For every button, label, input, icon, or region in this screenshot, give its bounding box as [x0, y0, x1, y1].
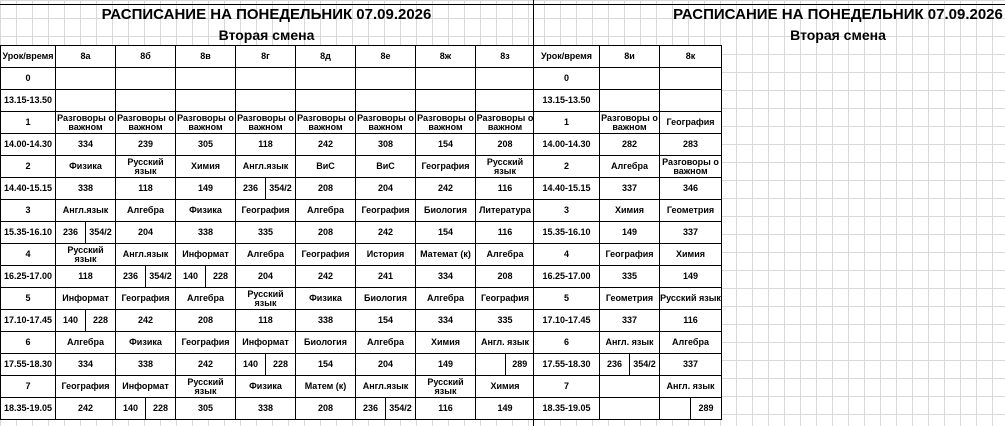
subject-cell: [600, 68, 660, 90]
room-cell: 239: [116, 134, 176, 156]
room-part: 354/2: [85, 222, 115, 243]
lesson-number: 4: [534, 244, 600, 266]
lesson-time: 18.35-19.05: [534, 398, 600, 420]
subject-cell: Математ (к): [416, 244, 476, 266]
subject-cell: Алгебра: [176, 288, 236, 310]
lesson-number: 1: [534, 112, 600, 134]
lesson-time: 16.25-17.00: [1, 266, 56, 288]
lesson-number: 6: [1, 332, 56, 354]
subject-cell: ВиС: [296, 156, 356, 178]
room-part: 289: [690, 398, 721, 419]
room-cell: 154: [356, 310, 416, 332]
header-class: 8и: [600, 46, 660, 68]
lesson-time: 17.55-18.30: [1, 354, 56, 376]
subject-cell: Химия: [176, 156, 236, 178]
room-cell: 242: [176, 354, 236, 376]
room-cell: 149: [176, 178, 236, 200]
subject-cell: Информат: [56, 288, 116, 310]
room-cell: 208: [476, 134, 535, 156]
shift-label-left: Вторая смена: [218, 27, 315, 43]
room-cell: 116: [476, 222, 535, 244]
room-cell: 335: [236, 222, 296, 244]
room-cell: 204: [236, 266, 296, 288]
room-part: 354/2: [145, 266, 175, 287]
subject-cell: [296, 68, 356, 90]
schedule-table-left: [0, 45, 535, 420]
header-class: 8з: [476, 46, 535, 68]
room-cell: [236, 178, 296, 200]
room-cell: 242: [416, 178, 476, 200]
lesson-time: 16.25-17.00: [534, 266, 600, 288]
room-cell: 334: [416, 310, 476, 332]
room-cell: [416, 90, 476, 112]
room-cell: 242: [116, 310, 176, 332]
subject-cell: География: [600, 244, 660, 266]
subject-cell: Химия: [476, 376, 535, 398]
lesson-room-row: [1, 134, 535, 156]
lesson-time: 14.00-14.30: [534, 134, 600, 156]
room-cell: 242: [356, 222, 416, 244]
subject-cell: Русский язык: [176, 376, 236, 398]
subject-cell: География: [476, 288, 535, 310]
room-part: 228: [205, 266, 235, 287]
subject-cell: [476, 68, 535, 90]
room-cell: 335: [476, 310, 535, 332]
subject-cell: Физика: [296, 288, 356, 310]
subject-cell: Англ. язык: [660, 376, 722, 398]
lesson-number: 4: [1, 244, 56, 266]
room-cell: [176, 90, 236, 112]
lesson-time: 13.15-13.50: [534, 90, 600, 112]
room-cell: 208: [296, 398, 356, 420]
room-cell: 204: [116, 222, 176, 244]
lesson-time: 14.40-15.15: [1, 178, 56, 200]
subject-cell: География: [296, 244, 356, 266]
room-part: 140: [182, 271, 199, 281]
lesson-subject-row: [1, 68, 535, 90]
room-part: 228: [85, 310, 115, 331]
room-cell: 338: [236, 398, 296, 420]
header-class: 8в: [176, 46, 236, 68]
lesson-room-row: [534, 134, 722, 156]
room-cell: 204: [356, 178, 416, 200]
room-cell: [600, 354, 660, 376]
room-cell: 118: [116, 178, 176, 200]
room-cell: 338: [116, 354, 176, 376]
room-cell: 337: [660, 222, 722, 244]
subject-cell: Алгебра: [116, 200, 176, 222]
room-part: 140: [62, 315, 79, 325]
room-part: 140: [242, 359, 259, 369]
top-border: [0, 4, 1005, 5]
room-cell: 334: [416, 266, 476, 288]
lesson-room-row: [534, 266, 722, 288]
lesson-subject-row: [1, 200, 535, 222]
room-cell: 305: [176, 398, 236, 420]
room-cell: 208: [176, 310, 236, 332]
room-part: 354/2: [265, 178, 295, 199]
room-cell: 118: [56, 266, 116, 288]
room-cell: [660, 90, 722, 112]
lesson-subject-row: [1, 112, 535, 134]
lesson-time: 14.40-15.15: [534, 178, 600, 200]
subject-cell: Разговоры о важном: [357, 112, 414, 132]
room-cell: [476, 354, 535, 376]
lesson-number: 0: [1, 68, 56, 90]
lesson-number: 0: [534, 68, 600, 90]
room-cell: [116, 90, 176, 112]
subject-cell: Физика: [56, 156, 116, 178]
subject-cell: Русский язык: [116, 156, 176, 178]
room-cell: 116: [416, 398, 476, 420]
subject-cell: Разговоры о важном: [177, 112, 234, 132]
subject-cell: Алгебра: [236, 244, 296, 266]
subject-cell: Разговоры о важном: [601, 112, 658, 132]
room-cell: 334: [56, 354, 116, 376]
subject-cell: История: [356, 244, 416, 266]
subject-cell: Русский язык: [56, 244, 116, 266]
lesson-room-row: [534, 398, 722, 420]
room-cell: [116, 266, 176, 288]
room-cell: 118: [236, 134, 296, 156]
subject-cell: [56, 68, 116, 90]
lesson-subject-row: [534, 156, 722, 178]
subject-cell: Алгебра: [56, 332, 116, 354]
lesson-room-row: [534, 222, 722, 244]
lesson-room-row: [534, 354, 722, 376]
lesson-subject-row: [534, 68, 722, 90]
header-lesson-time: Урок/время: [534, 46, 600, 68]
subject-cell: [116, 68, 176, 90]
room-cell: [236, 354, 296, 376]
subject-cell: Алгебра: [296, 200, 356, 222]
subject-cell: Русский язык: [476, 156, 535, 178]
header-lesson-time: Урок/время: [1, 46, 56, 68]
room-part: 236: [242, 183, 259, 193]
lesson-time: 15.35-16.10: [534, 222, 600, 244]
subject-cell: Химия: [600, 200, 660, 222]
room-cell: 242: [296, 134, 356, 156]
lesson-time: 17.10-17.45: [1, 310, 56, 332]
room-cell: [56, 310, 116, 332]
lesson-time: 15.35-16.10: [1, 222, 56, 244]
header-class: 8е: [356, 46, 416, 68]
room-cell: 154: [296, 354, 356, 376]
subject-cell: Разговоры о важном: [297, 112, 354, 132]
lesson-time: 18.35-19.05: [1, 398, 56, 420]
room-cell: 338: [176, 222, 236, 244]
room-cell: 335: [600, 266, 660, 288]
room-cell: [600, 90, 660, 112]
lesson-room-row: [534, 310, 722, 332]
subject-cell: Химия: [660, 244, 722, 266]
subject-cell: Информат: [236, 332, 296, 354]
subject-cell: Разговоры о важном: [417, 112, 474, 132]
subject-cell: Алгебра: [660, 332, 722, 354]
lesson-number: 5: [534, 288, 600, 310]
subject-cell: Англ. язык: [600, 332, 660, 354]
room-cell: 149: [476, 398, 535, 420]
room-cell: [600, 398, 660, 420]
room-cell: [660, 398, 722, 420]
subject-cell: Разговоры о важном: [237, 112, 294, 132]
subject-cell: Физика: [116, 332, 176, 354]
room-part: 140: [122, 403, 139, 413]
lesson-room-row: [1, 222, 535, 244]
room-cell: 337: [600, 310, 660, 332]
lesson-room-row: [1, 178, 535, 200]
lesson-time: 13.15-13.50: [1, 90, 56, 112]
room-part: [660, 398, 690, 419]
room-cell: 305: [176, 134, 236, 156]
room-cell: [476, 90, 535, 112]
room-cell: 118: [236, 310, 296, 332]
subject-cell: Англ.язык: [356, 376, 416, 398]
subject-cell: Биология: [356, 288, 416, 310]
lesson-subject-row: [1, 288, 535, 310]
room-cell: 154: [416, 134, 476, 156]
subject-cell: Химия: [416, 332, 476, 354]
lesson-subject-row: [534, 112, 722, 134]
page-title-right: РАСПИСАНИЕ НА ПОНЕДЕЛЬНИК 07.09.2026: [673, 6, 1003, 23]
room-cell: 337: [600, 178, 660, 200]
room-cell: [56, 90, 116, 112]
room-cell: 338: [56, 178, 116, 200]
header-class: 8д: [296, 46, 356, 68]
room-part: 236: [62, 227, 79, 237]
room-part: 289: [505, 354, 535, 375]
subject-cell: Физика: [236, 376, 296, 398]
subject-cell: Информат: [176, 244, 236, 266]
subject-cell: Русский язык: [660, 288, 722, 310]
header-row: [1, 46, 535, 68]
header-class: 8а: [56, 46, 116, 68]
room-cell: 282: [600, 134, 660, 156]
lesson-subject-row: [1, 156, 535, 178]
lesson-room-row: [1, 266, 535, 288]
room-cell: 116: [476, 178, 535, 200]
subject-cell: Разговоры о важном: [117, 112, 174, 132]
lesson-number: 3: [534, 200, 600, 222]
room-part: 236: [606, 359, 623, 369]
room-cell: [56, 222, 116, 244]
header-class: 8ж: [416, 46, 476, 68]
lesson-room-row: [1, 310, 535, 332]
room-cell: 242: [296, 266, 356, 288]
room-cell: 346: [660, 178, 722, 200]
subject-cell: География: [176, 332, 236, 354]
lesson-subject-row: [1, 376, 535, 398]
subject-cell: Алгебра: [600, 156, 660, 178]
subject-cell: География: [56, 376, 116, 398]
lesson-subject-row: [534, 332, 722, 354]
lesson-subject-row: [1, 244, 535, 266]
room-cell: 208: [296, 222, 356, 244]
lesson-room-row: [534, 90, 722, 112]
subject-cell: [176, 68, 236, 90]
subject-cell: Разговоры о важном: [57, 112, 114, 132]
lesson-number: 5: [1, 288, 56, 310]
lesson-number: 7: [534, 376, 600, 398]
room-cell: 334: [56, 134, 116, 156]
subject-cell: [356, 68, 416, 90]
room-cell: [356, 398, 416, 420]
lesson-room-row: [1, 90, 535, 112]
subject-cell: [416, 68, 476, 90]
subject-cell: География: [660, 112, 722, 134]
lesson-subject-row: [534, 244, 722, 266]
room-part: 236: [362, 403, 379, 413]
header-class: 8б: [116, 46, 176, 68]
lesson-number: 1: [1, 112, 56, 134]
subject-cell: Геометрия: [660, 200, 722, 222]
subject-cell: География: [116, 288, 176, 310]
schedule-table-right: [533, 45, 722, 420]
lesson-time: 17.55-18.30: [534, 354, 600, 376]
room-cell: 149: [660, 266, 722, 288]
lesson-subject-row: [534, 200, 722, 222]
room-cell: [356, 90, 416, 112]
lesson-number: 2: [1, 156, 56, 178]
subject-cell: Англ.язык: [236, 156, 296, 178]
subject-cell: География: [416, 156, 476, 178]
lesson-subject-row: [1, 332, 535, 354]
room-part: 228: [145, 398, 175, 419]
subject-cell: [600, 376, 660, 398]
room-cell: 204: [356, 354, 416, 376]
subject-cell: Англ. язык: [476, 332, 535, 354]
subject-cell: Матем (к): [296, 376, 356, 398]
room-cell: [296, 90, 356, 112]
lesson-room-row: [1, 398, 535, 420]
lesson-number: 6: [534, 332, 600, 354]
subject-cell: Биология: [416, 200, 476, 222]
lesson-time: 17.10-17.45: [534, 310, 600, 332]
lesson-time: 14.00-14.30: [1, 134, 56, 156]
room-cell: [236, 90, 296, 112]
subject-cell: [660, 68, 722, 90]
room-cell: 116: [660, 310, 722, 332]
room-cell: 283: [660, 134, 722, 156]
subject-cell: География: [356, 200, 416, 222]
room-cell: 154: [416, 222, 476, 244]
subject-cell: Алгебра: [476, 244, 535, 266]
room-cell: 208: [476, 266, 535, 288]
shift-label-right: Вторая смена: [790, 27, 886, 43]
room-part: 228: [265, 354, 295, 375]
room-part: 354/2: [629, 354, 659, 375]
subject-cell: ВиС: [356, 156, 416, 178]
header-class: 8г: [236, 46, 296, 68]
room-cell: [176, 266, 236, 288]
page-title-left: РАСПИСАНИЕ НА ПОНЕДЕЛЬНИК 07.09.2026: [101, 6, 432, 23]
subject-cell: Русский язык: [236, 288, 296, 310]
subject-cell: Физика: [176, 200, 236, 222]
lesson-room-row: [1, 354, 535, 376]
room-cell: 241: [356, 266, 416, 288]
lesson-room-row: [534, 178, 722, 200]
room-cell: 208: [296, 178, 356, 200]
room-cell: 337: [660, 354, 722, 376]
lesson-number: 2: [534, 156, 600, 178]
header-row: [534, 46, 722, 68]
lesson-subject-row: [534, 376, 722, 398]
header-class: 8к: [660, 46, 722, 68]
subject-cell: [236, 68, 296, 90]
subject-cell: Разговоры о важном: [476, 112, 534, 132]
subject-cell: Биология: [296, 332, 356, 354]
lesson-number: 7: [1, 376, 56, 398]
subject-cell: Алгебра: [416, 288, 476, 310]
subject-cell: Алгебра: [356, 332, 416, 354]
room-cell: [116, 398, 176, 420]
subject-cell: Геометрия: [600, 288, 660, 310]
subject-cell: Англ.язык: [56, 200, 116, 222]
subject-cell: Англ.язык: [116, 244, 176, 266]
subject-cell: Разговоры о важном: [660, 156, 722, 178]
room-cell: 308: [356, 134, 416, 156]
room-cell: 242: [56, 398, 116, 420]
room-cell: 149: [416, 354, 476, 376]
subject-cell: География: [236, 200, 296, 222]
room-cell: 149: [600, 222, 660, 244]
subject-cell: Информат: [116, 376, 176, 398]
subject-cell: Русский язык: [416, 376, 476, 398]
room-part: 236: [122, 271, 139, 281]
lesson-number: 3: [1, 200, 56, 222]
room-part: 354/2: [385, 398, 415, 419]
subject-cell: Литература: [476, 200, 535, 222]
room-part: [476, 354, 505, 375]
lesson-subject-row: [534, 288, 722, 310]
room-cell: 338: [296, 310, 356, 332]
